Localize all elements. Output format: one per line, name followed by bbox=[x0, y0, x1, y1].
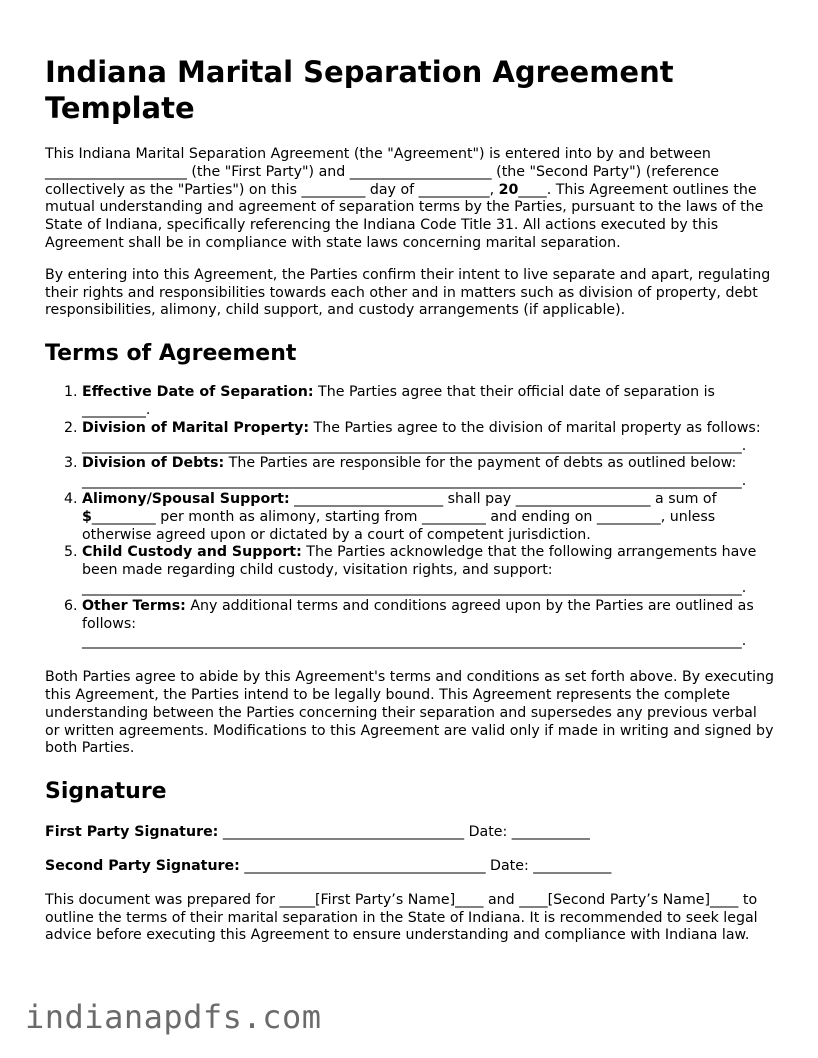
terms-heading: Terms of Agreement bbox=[45, 341, 297, 367]
intro-text-rest: ____. This Agreement outlines the mutual understanding and agreement of separation terms by the Parties, pursuant to the laws of the State of Indiana, specifically referencing the Indiana Code Title 31. All actions executed by this Agreement shall be in compliance with state laws concerning marital separation. bbox=[45, 181, 764, 251]
term-item bbox=[82, 384, 775, 420]
term-text: _____________________ shall pay ___________________ a sum of bbox=[289, 490, 717, 507]
term-label: Division of Marital Property: bbox=[82, 419, 310, 436]
term-label: Child Custody and Support: bbox=[82, 544, 302, 561]
first-party-signature-blank: __________________________________ Date: ___________ bbox=[218, 824, 590, 841]
term-label: Effective Date of Separation: bbox=[82, 384, 314, 401]
intro-year: 20 bbox=[498, 181, 519, 198]
signature-heading: Signature bbox=[45, 779, 167, 805]
second-party-signature-line[interactable] bbox=[45, 858, 775, 876]
term-text: The Parties acknowledge that the following arrangements have been made regarding child custody, visitation rights, and support: _____________________________________________________________________________________________. bbox=[82, 544, 757, 596]
first-party-signature-label: First Party Signature: bbox=[45, 824, 219, 841]
term-label: Other Terms: bbox=[82, 597, 186, 614]
term-item bbox=[82, 544, 775, 597]
terms-list bbox=[45, 384, 775, 651]
closing-paragraph: Both Parties agree to abide by this Agreement's terms and conditions as set forth above. By executing this Agreement, the Parties intend to be legally bound. This Agreement represents the complete understanding between the Parties concerning their separation and supersedes any previous verbal or written agreements. Modifications to this Agreement are valid only if made in writing and signed by both Parties. bbox=[45, 669, 775, 757]
term-text: The Parties agree to the division of marital property as follows: _____________________________________________________________________________________________. bbox=[82, 419, 761, 454]
intro-text: This Indiana Marital Separation Agreement (the "Agreement") is entered into by and between ____________________ (the "First Party") and ____________________ (the "Second Party") (reference collectively as the "Parties") on this _________ day of __________, bbox=[45, 146, 719, 198]
term-item bbox=[82, 455, 775, 491]
watermark: indianapdfs.com bbox=[25, 998, 322, 1036]
term-label-dollar: $ bbox=[82, 508, 92, 525]
term-item bbox=[82, 491, 775, 544]
term-item bbox=[82, 598, 775, 651]
term-label: Division of Debts: bbox=[82, 455, 225, 472]
term-label: Alimony/Spousal Support: bbox=[82, 490, 290, 507]
term-text: The Parties are responsible for the payment of debts as outlined below: _____________________________________________________________________________________________. bbox=[82, 455, 747, 490]
document-title: Indiana Marital Separation Agreement Template bbox=[45, 55, 674, 125]
term-text: Any additional terms and conditions agreed upon by the Parties are outlined as follows: _____________________________________________________________________________________________. bbox=[82, 597, 754, 650]
term-text: _________ per month as alimony, starting from _________ and ending on _________, unless otherwise agreed upon or dictated by a court of competent jurisdiction. bbox=[82, 508, 716, 543]
intro-paragraph bbox=[45, 146, 775, 253]
second-party-signature-label: Second Party Signature: bbox=[45, 857, 240, 874]
first-party-signature-line[interactable] bbox=[45, 824, 775, 842]
term-item bbox=[82, 420, 775, 456]
term-text: The Parties agree that their official date of separation is _________. bbox=[82, 384, 715, 418]
document-page bbox=[45, 54, 775, 959]
second-party-signature-blank: __________________________________ Date: ___________ bbox=[239, 857, 612, 874]
footer-paragraph: This document was prepared for _____[First Party’s Name]____ and ____[Second Party’s Name]____ to outline the terms of their marital separation in the State of Indiana. It is recommended to seek legal advice before executing this Agreement to ensure understanding and compliance with Indiana law. bbox=[45, 891, 758, 944]
intent-paragraph: By entering into this Agreement, the Parties confirm their intent to live separate and apart, regulating their rights and responsibilities towards each other and in matters such as division of property, debt responsibilities, alimony, child support, and custody arrangements (if applicable). bbox=[45, 266, 771, 319]
